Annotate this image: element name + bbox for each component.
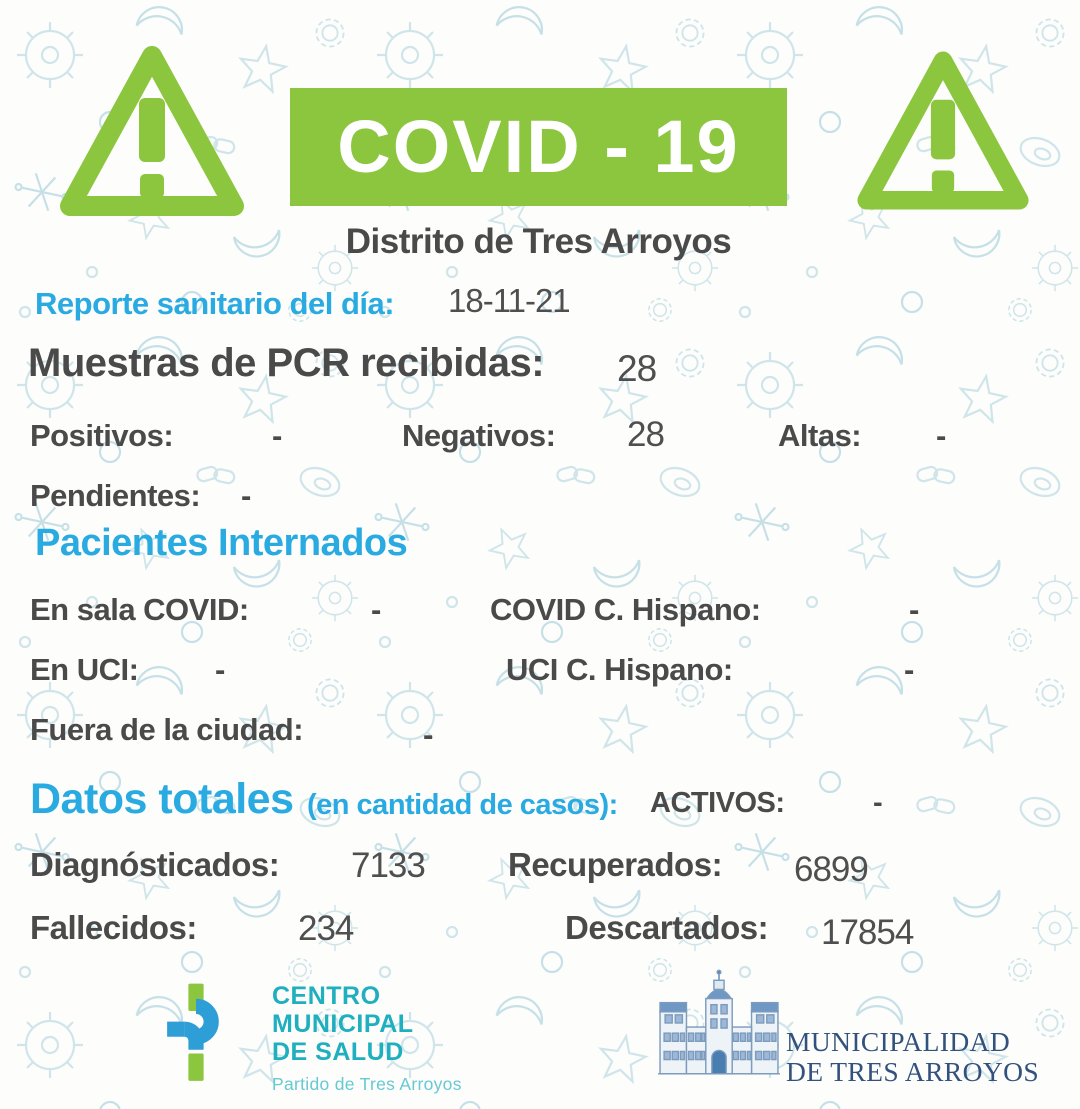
deceased-value: 234 (298, 909, 354, 948)
pending-label: Pendientes: (30, 478, 201, 513)
icu-hispano-value: - (904, 652, 914, 687)
diagnosed-label: Diagnósticados: (30, 846, 280, 883)
pcr-samples-value: 28 (617, 348, 657, 389)
health-center-name-line3: DE SALUD (272, 1038, 404, 1066)
discarded-value: 17854 (821, 913, 914, 952)
warning-triangle-icon (52, 36, 252, 240)
covid-ward-label: En sala COVID: (30, 592, 249, 627)
totals-section-subtitle: (en cantidad de casos): (307, 789, 618, 821)
report-date-value: 18-11-21 (448, 282, 570, 319)
icu-hispano-label: UCI C. Hispano: (506, 652, 733, 687)
outside-city-label: Fuera de la ciudad: (30, 712, 304, 747)
recovered-value: 6899 (794, 850, 868, 889)
discharged-value: - (936, 418, 946, 453)
negatives-value: 28 (627, 415, 664, 454)
municipality-name-line1: MUNICIPALIDAD (786, 1026, 1011, 1057)
hospitalized-section-title: Pacientes Internados (35, 522, 408, 564)
covid-banner (290, 88, 787, 206)
health-cross-icon (158, 974, 234, 1092)
municipality-name-line2: DE TRES ARROYOS (786, 1056, 1040, 1087)
active-cases-label: ACTIVOS: (650, 787, 785, 819)
discharged-label: Altas: (778, 418, 862, 453)
pcr-samples-label: Muestras de PCR recibidas: (28, 341, 545, 385)
covid-ward-value: - (371, 592, 381, 627)
warning-triangle-icon (850, 42, 1036, 232)
positives-label: Positivos: (30, 418, 174, 453)
health-center-wordmark (272, 982, 462, 1095)
outside-city-value: - (423, 717, 433, 752)
health-center-tagline: Partido de Tres Arroyos (272, 1074, 462, 1094)
positives-value: - (272, 418, 282, 453)
health-center-name-line1: CENTRO (272, 982, 381, 1010)
discarded-label: Descartados: (565, 909, 769, 946)
report-date-label: Reporte sanitario del día: (35, 286, 395, 321)
totals-section-title: Datos totales (30, 775, 294, 823)
district-subtitle: Distrito de Tres Arroyos (345, 222, 732, 261)
banner-title: COVID - 19 (337, 105, 740, 188)
deceased-label: Fallecidos: (30, 909, 197, 946)
pending-value: - (241, 478, 251, 513)
recovered-label: Recuperados: (508, 846, 723, 883)
covid-hispano-value: - (909, 592, 919, 627)
icu-value: - (215, 652, 225, 687)
municipality-wordmark (786, 1027, 1039, 1087)
diagnosed-value: 7133 (351, 846, 425, 885)
active-cases-value: - (873, 787, 883, 819)
municipal-building-icon (658, 966, 780, 1082)
negatives-label: Negativos: (402, 418, 556, 453)
covid-hispano-label: COVID C. Hispano: (490, 592, 761, 627)
icu-label: En UCI: (30, 652, 139, 687)
health-center-name-line2: MUNICIPAL (272, 1010, 414, 1038)
